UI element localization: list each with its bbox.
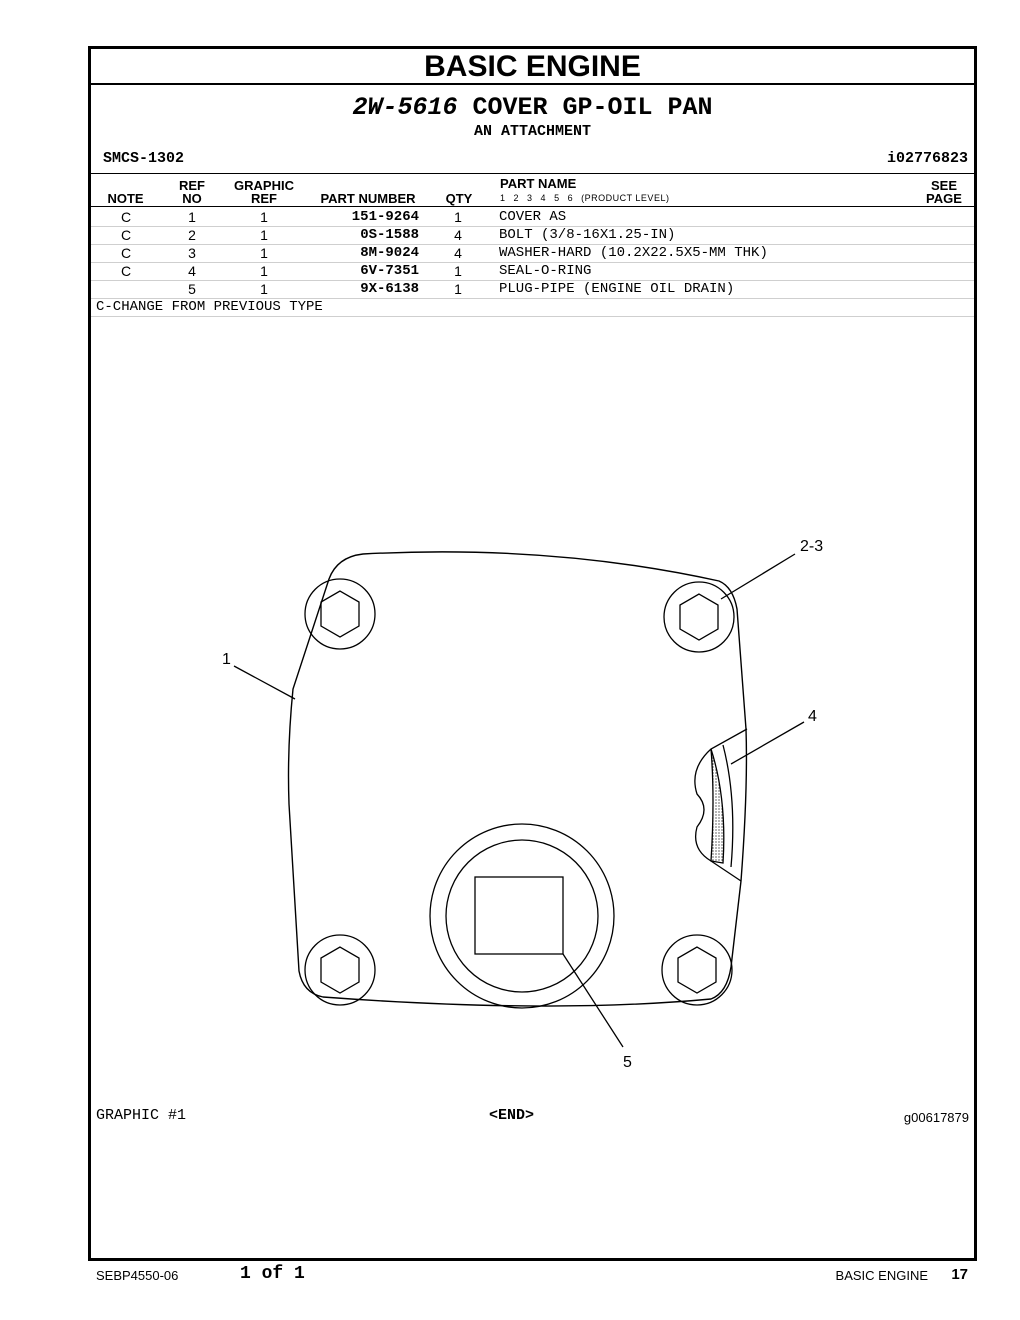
part-group-name: COVER GP-OIL PAN <box>472 93 713 122</box>
graphic-label: GRAPHIC #1 <box>96 1107 187 1124</box>
section-title: BASIC ENGINE <box>91 49 974 85</box>
graphic-id: g00617879 <box>903 1110 969 1125</box>
leader-2-3 <box>721 554 795 599</box>
row-qty: 4 <box>454 245 462 261</box>
leader-5 <box>563 954 623 1047</box>
drain-plug <box>430 824 614 1008</box>
level-1: 1 <box>500 193 506 203</box>
row-part-name: COVER AS <box>499 209 567 225</box>
bolt-head-bottom-left <box>321 947 359 993</box>
col-qty: QTY <box>445 191 473 206</box>
row-note: C <box>120 263 132 279</box>
bolt-head-bottom-right <box>678 947 716 993</box>
callout-1: 1 <box>222 651 231 668</box>
row-part-number[interactable]: 6V-7351 <box>360 263 419 279</box>
col-ref-top: REF <box>179 178 205 193</box>
bolt-head-top-left <box>321 591 359 637</box>
drain-boss-inner <box>446 840 598 992</box>
bolt-bosses <box>305 579 734 1005</box>
oil-pan-cover-drawing <box>91 49 974 1258</box>
part-group-number: 2W-5616 <box>352 93 458 122</box>
level-5: 5 <box>554 193 560 203</box>
part-subtitle: AN ATTACHMENT <box>473 123 592 140</box>
callout-5: 5 <box>623 1054 632 1071</box>
row-note: C <box>120 209 132 225</box>
row-graphic-ref: 1 <box>260 245 268 261</box>
row-part-number[interactable]: 8M-9024 <box>360 245 419 261</box>
footer-section: BASIC ENGINE <box>835 1268 928 1283</box>
col-graphic-top: GRAPHIC <box>234 178 294 193</box>
row-qty: 1 <box>454 281 462 297</box>
col-part-number: PART NUMBER <box>320 191 416 206</box>
leader-4 <box>731 722 804 764</box>
footer-doc-number: SEBP4550-06 <box>96 1268 179 1283</box>
drain-plug-square <box>475 877 563 954</box>
level-6: 6 <box>567 193 574 203</box>
row-note: C <box>120 227 132 243</box>
footer-page-number: 17 <box>951 1266 968 1283</box>
col-part-name: PART NAME <box>500 176 577 191</box>
row-graphic-ref: 1 <box>260 227 268 243</box>
row-part-name: WASHER-HARD (10.2X22.5X5-MM THK) <box>499 245 768 261</box>
row-graphic-ref: 1 <box>260 209 268 225</box>
o-ring-cutaway <box>695 729 747 881</box>
leader-1 <box>234 666 295 699</box>
row-part-name: SEAL-O-RING <box>499 263 592 279</box>
illustration-id: i02776823 <box>886 150 968 167</box>
footer-page-of: 1 of 1 <box>240 1264 305 1284</box>
level-4: 4 <box>540 193 547 203</box>
bolt-boss-top-right <box>664 582 734 652</box>
row-qty: 1 <box>454 263 462 279</box>
row-ref: 4 <box>188 263 196 279</box>
row-part-name: PLUG-PIPE (ENGINE OIL DRAIN) <box>499 281 735 297</box>
row-qty: 1 <box>454 209 462 225</box>
level-2: 2 <box>513 193 520 203</box>
bolt-boss-top-left <box>305 579 375 649</box>
smcs-code: SMCS-1302 <box>103 150 185 167</box>
col-ref-bottom: NO <box>182 191 202 206</box>
levels-label: (PRODUCT LEVEL) <box>581 193 670 203</box>
row-graphic-ref: 1 <box>260 263 268 279</box>
bolt-boss-bottom-left <box>305 935 375 1005</box>
row-graphic-ref: 1 <box>260 281 268 297</box>
row-note: C <box>120 245 132 261</box>
col-graphic-bottom: REF <box>251 191 277 206</box>
callout-2-3: 2-3 <box>800 538 824 555</box>
row-ref: 3 <box>188 245 196 261</box>
col-note: NOTE <box>107 191 144 206</box>
cover-outline <box>289 552 747 1006</box>
page-frame <box>88 46 977 1261</box>
callout-4: 4 <box>808 708 817 725</box>
drain-boss-outer <box>430 824 614 1008</box>
row-part-name: BOLT (3/8-16X1.25-IN) <box>499 227 676 243</box>
row-part-number[interactable]: 0S-1588 <box>360 227 419 243</box>
row-ref: 2 <box>188 227 196 243</box>
change-note: C-CHANGE FROM PREVIOUS TYPE <box>96 299 323 315</box>
end-marker: <END> <box>489 1107 535 1124</box>
row-part-number[interactable]: 9X-6138 <box>360 281 419 297</box>
level-3: 3 <box>527 193 533 203</box>
col-see-top: SEE <box>930 178 957 193</box>
row-part-number[interactable]: 151-9264 <box>351 209 419 225</box>
col-see-bottom: PAGE <box>926 191 962 206</box>
row-ref: 1 <box>188 209 196 225</box>
bolt-head-top-right <box>680 594 718 640</box>
bolt-boss-bottom-right <box>662 935 732 1005</box>
row-ref: 5 <box>188 281 196 297</box>
row-qty: 4 <box>454 227 462 243</box>
